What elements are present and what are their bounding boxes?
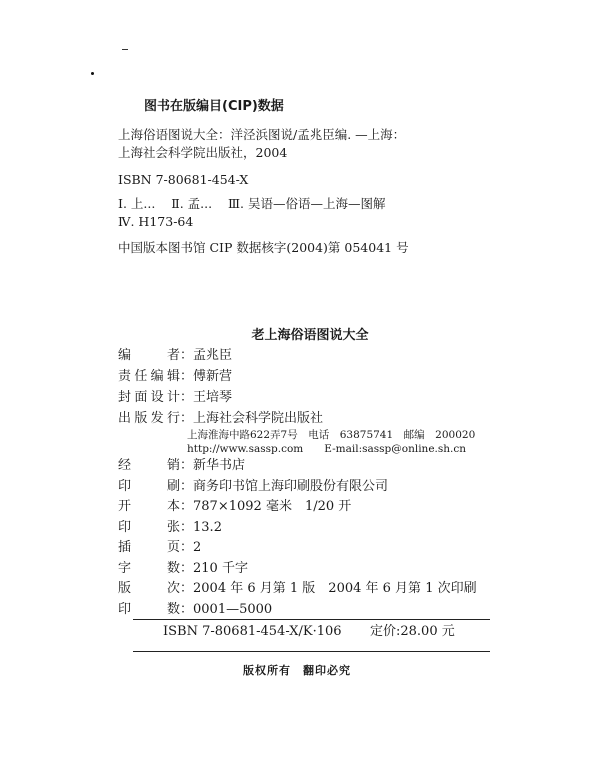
publisher-address: 上海淮海中路622弄7号 电话 63875741 邮编 200020 bbox=[187, 429, 476, 441]
spec-label: 经销 bbox=[118, 458, 180, 473]
spec-row bbox=[118, 581, 477, 597]
colon: ： bbox=[180, 519, 194, 535]
spec-label: 印刷 bbox=[118, 478, 180, 494]
spec-row bbox=[118, 458, 245, 474]
colon: ： bbox=[180, 540, 194, 555]
book-title: 老上海俗语图说大全 bbox=[251, 328, 369, 343]
credit-label: 出版发行 bbox=[118, 411, 180, 426]
credit-row bbox=[118, 348, 232, 364]
credit-value: 王培琴 bbox=[193, 390, 233, 405]
cip-classification: Ⅳ. H173-64 bbox=[118, 214, 194, 229]
full-isbn: ISBN 7-80681-454-X/K·106 bbox=[163, 624, 342, 639]
colon: ： bbox=[180, 560, 194, 576]
colon: ： bbox=[180, 369, 194, 384]
scan-mark bbox=[122, 49, 128, 50]
spec-value: 0001—5000 bbox=[193, 601, 273, 617]
publisher-web: http://www.sassp.com E-mail:sassp@online.sh.cn bbox=[187, 443, 467, 455]
cip-subjects: Ⅰ. 上... Ⅱ. 孟... Ⅲ. 吴语—俗语—上海—图解 bbox=[118, 196, 386, 211]
credit-row bbox=[118, 369, 232, 385]
spec-label: 开本 bbox=[118, 499, 180, 514]
spec-row bbox=[118, 520, 222, 536]
cip-line-1: 上海俗语图说大全：洋泾浜图说/孟兆臣编. —上海： bbox=[118, 127, 406, 142]
spec-row bbox=[118, 479, 388, 495]
colon: ： bbox=[180, 581, 194, 596]
spec-value: 2 bbox=[193, 540, 202, 555]
credit-row bbox=[118, 390, 232, 406]
cip-heading: 图书在版编目(CIP)数据 bbox=[144, 99, 284, 114]
spec-label: 插页 bbox=[118, 540, 180, 555]
spec-value: 210 千字 bbox=[193, 560, 248, 576]
colon: ： bbox=[180, 499, 194, 514]
spec-label: 印张 bbox=[118, 519, 180, 535]
credit-label: 封面设计 bbox=[118, 390, 180, 405]
colon: ： bbox=[180, 411, 194, 426]
cip-number: 中国版本图书馆 CIP 数据核字(2004)第 054041 号 bbox=[118, 240, 409, 255]
colon: ： bbox=[180, 390, 194, 405]
copyright-notice: 版权所有 翻印必究 bbox=[243, 664, 351, 677]
cip-line-2: 上海社会科学院出版社，2004 bbox=[118, 145, 288, 160]
spec-value: 新华书店 bbox=[193, 458, 246, 473]
credit-row bbox=[118, 411, 323, 427]
colon: ： bbox=[180, 478, 194, 494]
spec-row bbox=[118, 602, 272, 618]
spec-row bbox=[118, 499, 351, 515]
spec-row bbox=[118, 540, 201, 556]
scan-dot bbox=[91, 72, 94, 75]
spec-value: 787×1092 毫米 1/20 开 bbox=[193, 499, 352, 514]
divider-bottom bbox=[133, 651, 490, 652]
credit-label: 责任编辑 bbox=[118, 369, 180, 384]
colon: ： bbox=[180, 601, 194, 617]
spec-label: 字数 bbox=[118, 560, 180, 576]
credit-label: 编者 bbox=[118, 348, 180, 363]
colon: ： bbox=[180, 458, 194, 473]
spec-value: 2004 年 6 月第 1 版 2004 年 6 月第 1 次印刷 bbox=[193, 581, 477, 596]
divider-top bbox=[133, 619, 490, 620]
spec-label: 版次 bbox=[118, 581, 180, 596]
spec-value: 商务印书馆上海印刷股份有限公司 bbox=[193, 478, 389, 494]
credit-value: 孟兆臣 bbox=[193, 348, 233, 363]
credit-value: 傅新营 bbox=[193, 369, 233, 384]
credit-value: 上海社会科学院出版社 bbox=[193, 411, 324, 426]
cip-isbn: ISBN 7-80681-454-X bbox=[118, 172, 249, 187]
spec-value: 13.2 bbox=[193, 519, 222, 535]
spec-row bbox=[118, 561, 248, 577]
price: 定价:28.00 元 bbox=[370, 624, 455, 639]
colon: ： bbox=[180, 348, 194, 363]
spec-label: 印数 bbox=[118, 601, 180, 617]
